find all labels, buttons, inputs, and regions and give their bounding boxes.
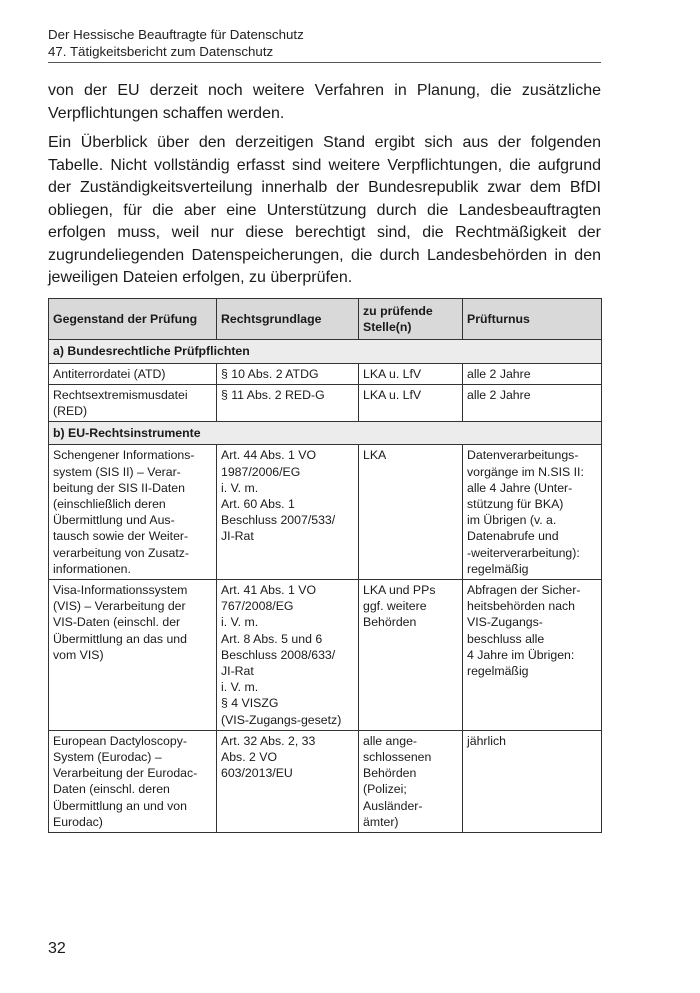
cell-line: tausch sowie der Weiter-	[53, 529, 189, 544]
cell-line: -weiterverarbeitung):	[467, 545, 580, 560]
cell-line: Datenabrufe und	[467, 529, 559, 544]
cell-line: Datenverarbeitungs-	[467, 448, 579, 463]
cell-line: Art. 8 Abs. 5 und 6	[221, 631, 323, 646]
cell-line: Schengener Informations-	[53, 448, 195, 463]
table-cell: Antiterrordatei (ATD)	[49, 363, 217, 384]
header-line-1: Der Hessische Beauftragte für Datenschutz	[48, 27, 304, 42]
table-cell	[217, 580, 359, 731]
table-cell	[359, 580, 463, 731]
cell-line: Beschluss 2007/533/	[221, 513, 336, 528]
cell-line: System (Eurodac) –	[53, 750, 162, 765]
section-row-federal	[49, 340, 602, 363]
table-row	[49, 363, 602, 384]
cell-line: Rechtsextremismusdatei	[53, 387, 188, 402]
cell-line: Verarbeitung der Eurodac-	[53, 766, 198, 781]
cell-line: beschluss alle	[467, 631, 545, 646]
cell-line: Art. 44 Abs. 1 VO	[221, 448, 317, 463]
cell-line: Übermittlung an das und	[53, 631, 187, 646]
cell-line: schlossenen	[363, 750, 432, 765]
cell-line: beitung der SIS II-Daten	[53, 480, 185, 495]
cell-line: Behörden	[363, 766, 417, 781]
cell-line: regelmäßig	[467, 561, 529, 576]
table-cell	[217, 730, 359, 832]
cell-line: Abs. 2 VO	[221, 750, 278, 765]
table-header-row	[49, 299, 602, 340]
cell-line: Art. 60 Abs. 1	[221, 497, 295, 512]
table-row	[49, 730, 602, 832]
table-row	[49, 445, 602, 580]
cell-line: vorgänge im N.SIS II:	[467, 464, 584, 479]
running-header	[48, 26, 601, 63]
section-row-eu	[49, 422, 602, 445]
cell-line: 1987/2006/EG	[221, 464, 301, 479]
cell-line: Abfragen der Sicher-	[467, 583, 581, 598]
table-cell	[359, 730, 463, 832]
table-cell	[463, 580, 602, 731]
cell-line: (einschließlich deren	[53, 497, 166, 512]
section-label: a) Bundesrechtliche Prüfpflichten	[49, 340, 602, 363]
cell-line: Beschluss 2008/633/	[221, 647, 336, 662]
table-cell: § 11 Abs. 2 RED-G	[217, 384, 359, 421]
section-label: b) EU-Rechtsinstrumente	[49, 422, 602, 445]
cell-line: JI-Rat	[221, 664, 254, 679]
body-text	[48, 80, 601, 297]
paragraph-2: Ein Überblick über den derzeitigen Stand ergibt sich aus der folgenden Tabelle. Nicht vollständig erfasst sind weitere Verpflichtungen, die aufgrund der Zuständigkeitsverteilung innerhalb der Bundesrepublik zwar dem BfDI obliegen, für die aber eine Unterstützung durch die Landesbeauftragten erfolgen muss, weil nur diese berechtigt sind, die Rechtmäßigkeit der zugrundeliegenden Datenspeicherungen, die durch Landesbehörden in den jeweiligen Dateien erfolgen, zu überprüfen.	[48, 134, 601, 286]
table-cell	[49, 445, 217, 580]
table-cell	[217, 445, 359, 580]
cell-line: stützung für BKA)	[467, 497, 564, 512]
cell-line: alle 4 Jahre (Unter-	[467, 480, 573, 495]
table-cell: LKA u. LfV	[359, 363, 463, 384]
cell-line: Eurodac)	[53, 814, 103, 829]
table-cell: alle 2 Jahre	[463, 363, 602, 384]
table-cell	[49, 384, 217, 421]
cell-line: Übermittlung und Aus-	[53, 513, 175, 528]
cell-line: Art. 32 Abs. 2, 33	[221, 733, 316, 748]
header-legal-basis: Rechtsgrundlage	[217, 299, 359, 340]
cell-line: Visa-Informationssystem	[53, 583, 188, 598]
table-cell: § 10 Abs. 2 ATDG	[217, 363, 359, 384]
cell-line: 603/2013/EU	[221, 766, 293, 781]
cell-line: LKA	[363, 448, 387, 463]
paragraph-1: von der EU derzeit noch weitere Verfahren in Planung, die zusätzliche Verpflichtungen schaffen werden.	[48, 82, 601, 122]
cell-line: Daten (einschl. deren	[53, 782, 170, 797]
table-cell	[359, 445, 463, 580]
cell-line: ämter)	[363, 814, 399, 829]
cell-line: i. V. m.	[221, 480, 259, 495]
cell-line: Übermittlung an und von	[53, 798, 187, 813]
cell-line: vom VIS)	[53, 647, 104, 662]
table-row	[49, 580, 602, 731]
cell-line: ggf. weitere	[363, 599, 427, 614]
cell-line: im Übrigen (v. a.	[467, 513, 557, 528]
cell-line: Art. 41 Abs. 1 VO	[221, 583, 317, 598]
cell-line: 4 Jahre im Übrigen:	[467, 647, 575, 662]
cell-line: (RED)	[53, 404, 88, 419]
header-subject: Gegenstand der Prüfung	[49, 299, 217, 340]
audit-obligations-table	[48, 298, 602, 833]
cell-line: § 4 VISZG	[221, 696, 279, 711]
cell-line: i. V. m.	[221, 680, 259, 695]
header-line-2: 47. Tätigkeitsbericht zum Datenschutz	[48, 44, 274, 59]
cell-line: (VIS) – Verarbeitung der	[53, 599, 186, 614]
cell-line: jährlich	[467, 733, 506, 748]
cell-line: 767/2008/EG	[221, 599, 294, 614]
cell-line: system (SIS II) – Verar-	[53, 464, 181, 479]
table-cell	[463, 730, 602, 832]
table-cell	[49, 730, 217, 832]
table-cell: LKA u. LfV	[359, 384, 463, 421]
cell-line: informationen.	[53, 561, 131, 576]
table-cell	[463, 445, 602, 580]
cell-line: European Dactyloscopy-	[53, 733, 187, 748]
cell-line: regelmäßig	[467, 664, 529, 679]
cell-line: Ausländer-	[363, 798, 423, 813]
cell-line: JI-Rat	[221, 529, 254, 544]
table-cell	[49, 580, 217, 731]
header-audited-body: zu prüfende Stelle(n)	[359, 299, 463, 340]
cell-line: alle ange-	[363, 733, 418, 748]
cell-line: heitsbehörden nach	[467, 599, 576, 614]
cell-line: LKA und PPs	[363, 583, 436, 598]
table-cell: alle 2 Jahre	[463, 384, 602, 421]
cell-line: VIS-Daten (einschl. der	[53, 615, 181, 630]
page-number: 32	[48, 940, 66, 957]
cell-line: i. V. m.	[221, 615, 259, 630]
cell-line: Behörden	[363, 615, 417, 630]
cell-line: (VIS-Zugangs-gesetz)	[221, 712, 342, 727]
header-audit-cycle: Prüfturnus	[463, 299, 602, 340]
cell-line: VIS-Zugangs-	[467, 615, 543, 630]
cell-line: verarbeitung von Zusatz-	[53, 545, 190, 560]
cell-line: (Polizei;	[363, 782, 407, 797]
table-row	[49, 384, 602, 421]
